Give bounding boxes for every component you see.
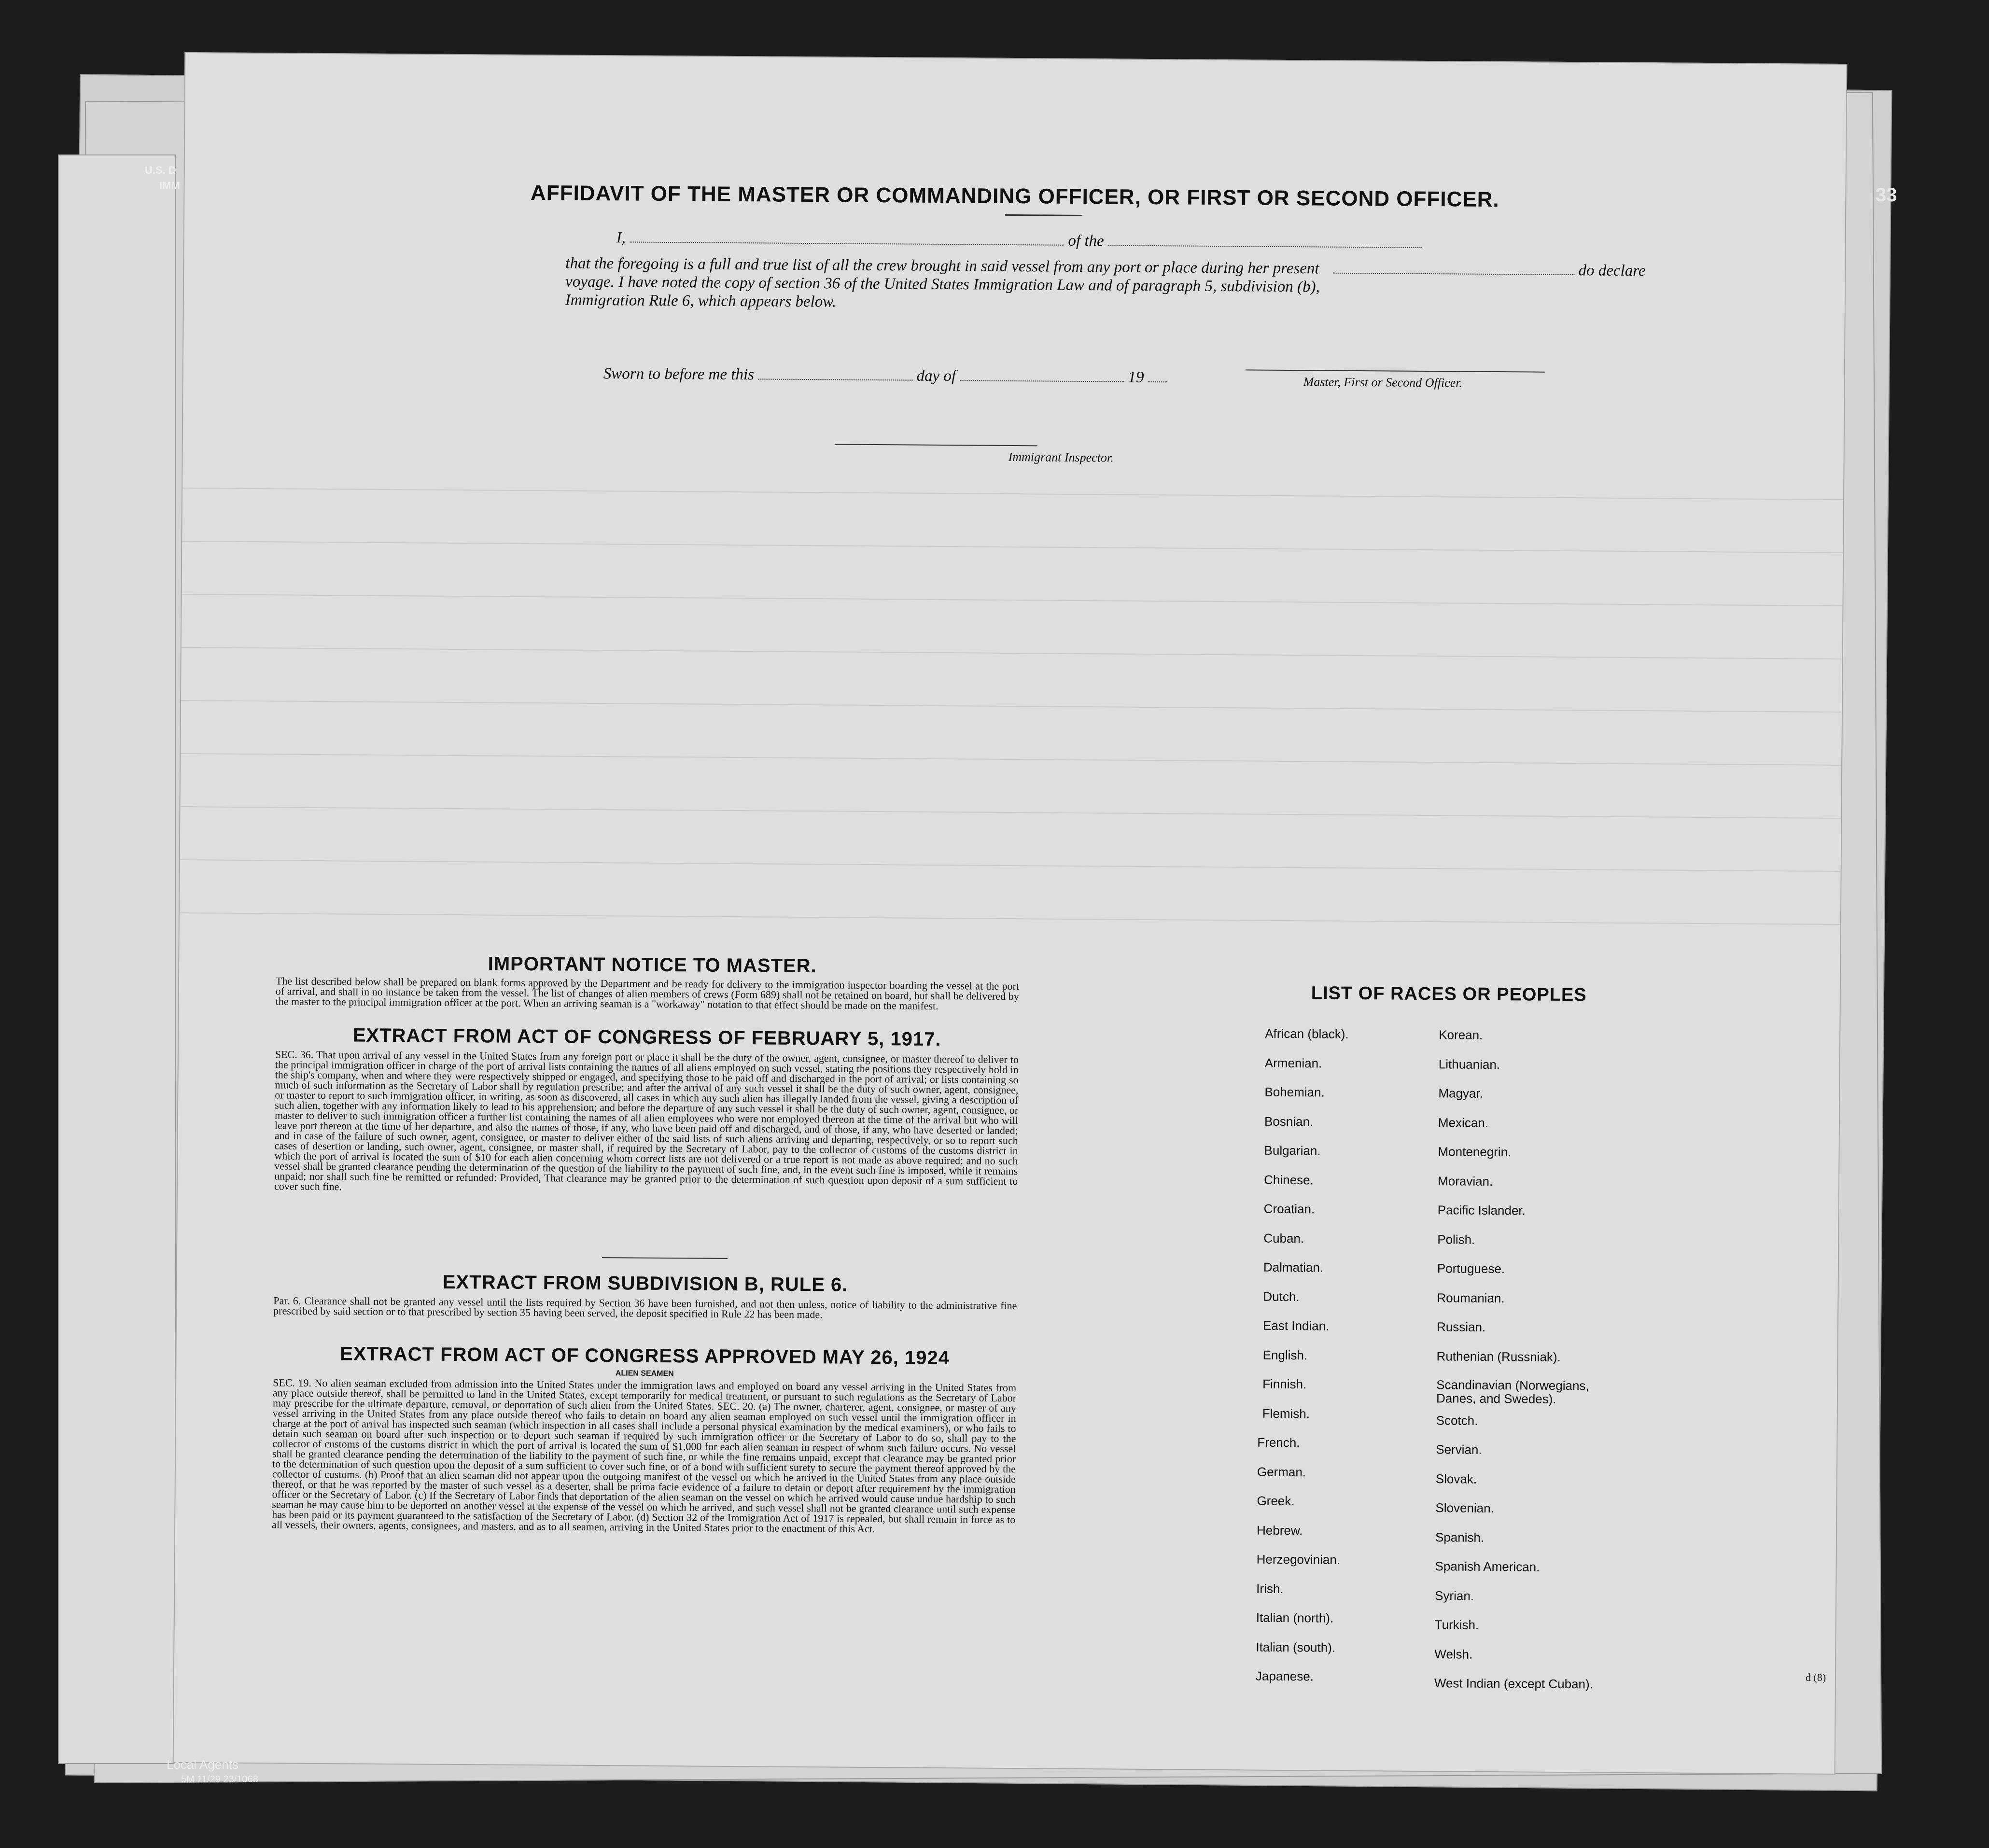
divider bbox=[602, 1257, 728, 1259]
inspector-caption: Immigrant Inspector. bbox=[1008, 449, 1114, 465]
affidavit-text: that the foregoing is a full and true list of all the crew brought in said vessel from any port or place during her present bbox=[565, 254, 1319, 278]
year-blank bbox=[1148, 381, 1167, 382]
notice-heading: IMPORTANT NOTICE TO MASTER. bbox=[488, 953, 817, 977]
ruled-line bbox=[182, 647, 1842, 659]
divider bbox=[1005, 214, 1082, 216]
extract-1924-subheading: ALIEN SEAMEN bbox=[615, 1369, 674, 1378]
day-of-text: day of bbox=[916, 367, 956, 385]
extract-rule6-heading: EXTRACT FROM SUBDIVISION B, RULE 6. bbox=[442, 1271, 848, 1296]
race-item: Pacific Islander. bbox=[1437, 1203, 1526, 1218]
footer-agents: Local Agents bbox=[167, 1757, 238, 1772]
race-item: German. bbox=[1257, 1464, 1306, 1479]
sworn-line bbox=[603, 365, 1167, 387]
ruled-line bbox=[180, 806, 1841, 819]
race-item: Hebrew. bbox=[1256, 1523, 1303, 1538]
affidavit-line-3: voyage. I have noted the copy of section 36 of the United States Immigration Law and of paragraph 5, subdivision (b), bbox=[565, 273, 1320, 296]
race-item: Lithuanian. bbox=[1438, 1056, 1500, 1072]
race-item: Scotch. bbox=[1436, 1413, 1478, 1428]
margin-form-number: d (8) bbox=[1806, 1671, 1826, 1683]
extract-1924-text: SEC. 19. No alien seaman excluded from admission into the United States under the immigration laws and employed on board any vessel arriving in the United States from any place outside thereof, shall be permitted to land in the United States, except temporarily for medical treatment, or pursuant to such regulations as the Secretary of Labor may prescribe for the ultimate departure, removal, or deportation of such alien from the United States. SEC. 20. (a) The owner, charterer, agent, consignee, or master of any vessel arriving in the United States from any place outside thereof who fails to detain on board any alien seaman employed on such vessel until the immigration officer in charge at the port of arrival has inspected such seaman (which inspection in all cases shall include a personal physical examination by the medical examiners), or who fails to detain such seaman on board after such inspection or to deport such seaman if required by such immigration officer or the Secretary of Labor to do so, shall pay to the collector of customs of the customs district in which the port of arrival is located the sum of $1,000 for each alien seaman in respect of whom such failure occurs. No vessel shall be granted clearance pending the determination of the liability to the payment of such fine, or while the fine remains unpaid, except that clearance may be granted prior to the determination of such question upon the deposit of a sum sufficient to cover such fine, or of a bond with sufficient surety to secure the payment thereof approved by the collector of customs. (b) Proof that an alien seaman did not appear upon the outgoing manifest of the vessel on which he arrived in the United States from any place outside thereof, or that he was reported by the master of such vessel as a deserter, shall be prima facie evidence of a failure to detain or deport after requirement by the immigration officer or the Secretary of Labor. (c) If the Secretary of Labor finds that deportation of the alien seaman on the vessel on which he arrived would cause undue hardship to such seaman he may cause him to be deported on another vessel at the expense of the vessel on which he arrived, and such vessel shall not be granted clearance until such expense has been paid or its payment guaranteed to the satisfaction of the Secretary of Labor. (d) Section 32 of the Immigration Act of 1917 is repealed, but shall remain in force as to all vessels, their owners, agents, consignees, and masters, and as to all seamen, arriving in the United States prior to the enactment of this Act. bbox=[272, 1376, 1017, 1535]
race-item: French. bbox=[1257, 1435, 1300, 1450]
sworn-text: Sworn to before me this bbox=[603, 365, 755, 384]
notice-text: The list described below shall be prepared on blank forms approved by the Department and be ready for delivery to the immigration inspector boarding the vessel at the port of arrival, and shall in no instance be taken from the vessel. The list of changes of alien members of crews (Form 689) shall not be retained on board, but shall be delivered by the master to the principal immigration officer at the port. When an arriving seaman is a "workaway" notation to that effect should be made on the manifest. bbox=[275, 975, 1020, 1012]
extract-1924-heading: EXTRACT FROM ACT OF CONGRESS APPROVED MAY 26, 1924 bbox=[340, 1343, 950, 1369]
race-item: Bohemian. bbox=[1264, 1084, 1325, 1100]
form-sheet bbox=[173, 52, 1848, 1775]
left-edge-header: U.S. D bbox=[145, 164, 176, 176]
race-item: Korean. bbox=[1439, 1027, 1483, 1042]
affidavit-of-the: of the bbox=[1068, 232, 1104, 250]
page-number: 33 bbox=[1876, 184, 1897, 206]
race-item: Bosnian. bbox=[1264, 1114, 1314, 1129]
race-item: Welsh. bbox=[1434, 1646, 1473, 1662]
extract-1917-text: SEC. 36. That upon arrival of any vessel in the United States from any foreign port or place it shall be the duty of the owner, agent, consignee, or master thereof to deliver to the principal immigration officer in charge of the port of arrival lists containing the names of all aliens employed on such vessel, stating the positions they respectively hold in the ship's company, when and where they were respectively shipped or engaged, and specifying those to be paid off and discharged in the port of arrival; or lists containing so much of such information as the Secretary of Labor shall by regulation prescribe; and after the arrival of any such vessel it shall be the duty of such owner, agent, consignee, or master to report to such immigration officer, in writing, as soon as discovered, all cases in which any such alien has illegally landed from the vessel, giving a description of such alien, together with any information likely to lead to his apprehension; and before the departure of any such vessel it shall be the duty of such owner, agent, consignee, or master to deliver to such immigration officer a further list containing the names of all alien employees who were not employed thereon at the time of the arrival but who will leave port thereon at the time of her departure, and also the names of those, if any, who have been paid off and discharged, and of those, if any, who have deserted or landed; and in case of the failure of such owner, agent, consignee, or master to deliver either of the said lists of such aliens arriving and departing, respectively, or so to report such cases of desertion or landing, such owner, agent, consignee, or master shall, if required by the Secretary of Labor, pay to the collector of customs of the customs district in which the port of arrival is located the sum of $10 for each alien concerning whom correct lists are not delivered or a true report is not made as above required; and no such vessel shall be granted clearance pending the determination of the question of the liability to the payment of such fine, and, in the event such fine is imposed, while it remains unpaid; nor shall such fine be remitted or refunded: Provided, That clearance may be granted prior to the determination of such question upon deposit of a sum sufficient to cover such fine. bbox=[274, 1048, 1019, 1193]
ruled-line bbox=[181, 700, 1842, 713]
race-item: Flemish. bbox=[1262, 1406, 1310, 1421]
races-right-column bbox=[185, 53, 1846, 65]
race-item: Croatian. bbox=[1263, 1201, 1315, 1217]
name-blank bbox=[630, 241, 1064, 245]
footer-code: 5M 11/29 23/1068 bbox=[181, 1774, 258, 1785]
race-item: Herzegovinian. bbox=[1256, 1552, 1341, 1567]
year-prefix: 19 bbox=[1128, 368, 1144, 386]
race-item: Greek. bbox=[1257, 1493, 1295, 1509]
background-sheet-edge bbox=[58, 154, 176, 1764]
ruled-line bbox=[180, 859, 1841, 872]
race-item: Syrian. bbox=[1435, 1588, 1474, 1603]
affidavit-line-2-end bbox=[1333, 260, 1645, 280]
affidavit-title: AFFIDAVIT OF THE MASTER OR COMMANDING OFFICER, OR FIRST OR SECOND OFFICER. bbox=[530, 181, 1499, 212]
race-item: English. bbox=[1262, 1347, 1308, 1362]
extract-rule6-text: Par. 6. Clearance shall not be granted any vessel until the lists required by Section 36 have been furnished, and not then unless, notice of liability to the administrative fine prescribed by said section or to that prescribed by section 35 having been served, the deposit specified in Rule 22 has been made. bbox=[273, 1294, 1017, 1321]
race-item: Cuban. bbox=[1263, 1231, 1304, 1246]
race-item: East Indian. bbox=[1262, 1318, 1330, 1333]
race-item: Armenian. bbox=[1264, 1055, 1322, 1071]
race-item: Dalmatian. bbox=[1263, 1260, 1324, 1275]
ruled-line bbox=[182, 488, 1843, 500]
affidavit-do-declare: do declare bbox=[1578, 262, 1646, 280]
race-item: Magyar. bbox=[1438, 1086, 1484, 1101]
race-item: Irish. bbox=[1256, 1581, 1284, 1596]
day-blank bbox=[758, 378, 912, 380]
race-item: Scandinavian (Norwegians, Danes, and Swedes). bbox=[1436, 1377, 1589, 1406]
race-item: Finnish. bbox=[1262, 1376, 1307, 1392]
race-item: Japanese. bbox=[1255, 1668, 1314, 1684]
race-item: Polish. bbox=[1437, 1232, 1475, 1247]
race-item: Moravian. bbox=[1438, 1173, 1493, 1189]
ruled-line bbox=[181, 753, 1841, 766]
races-title: LIST OF RACES OR PEOPLES bbox=[1311, 983, 1587, 1006]
race-item: Mexican. bbox=[1438, 1115, 1489, 1130]
race-item: Italian (south). bbox=[1256, 1639, 1336, 1655]
race-item: Slovak. bbox=[1435, 1471, 1477, 1486]
left-edge-header: IMM bbox=[159, 180, 180, 192]
affidavit-line-4: Immigration Rule 6, which appears below. bbox=[565, 291, 837, 311]
race-item: Russian. bbox=[1436, 1319, 1486, 1334]
month-blank bbox=[960, 380, 1124, 382]
race-item: Bulgarian. bbox=[1264, 1143, 1321, 1158]
race-item: Slovenian. bbox=[1435, 1500, 1494, 1516]
race-item: Servian. bbox=[1436, 1442, 1482, 1457]
race-item: West Indian (except Cuban). bbox=[1434, 1676, 1594, 1692]
race-item: Ruthenian (Russniak). bbox=[1436, 1348, 1561, 1364]
signature-line bbox=[1246, 369, 1545, 372]
affidavit-line-1 bbox=[616, 229, 1422, 252]
ruled-line bbox=[182, 594, 1843, 606]
race-item: Dutch. bbox=[1263, 1289, 1300, 1304]
signature-caption: Master, First or Second Officer. bbox=[1303, 375, 1463, 390]
race-item: Spanish. bbox=[1435, 1529, 1485, 1545]
ruled-line bbox=[182, 541, 1843, 553]
extract-1917-heading: EXTRACT FROM ACT OF CONGRESS OF FEBRUARY 5, 1917. bbox=[352, 1024, 941, 1050]
race-item: Portuguese. bbox=[1437, 1261, 1505, 1276]
races-left-column bbox=[185, 53, 1846, 65]
inspector-line bbox=[835, 444, 1037, 446]
race-item: African (black). bbox=[1265, 1026, 1349, 1041]
race-item: Roumanian. bbox=[1437, 1290, 1505, 1305]
ruled-line bbox=[180, 912, 1840, 925]
race-item: Italian (north). bbox=[1256, 1610, 1334, 1625]
race-item: Montenegrin. bbox=[1438, 1144, 1512, 1160]
race-item: Chinese. bbox=[1264, 1172, 1314, 1187]
vessel-blank bbox=[1108, 245, 1422, 248]
race-item: Spanish American. bbox=[1435, 1559, 1540, 1574]
port-blank bbox=[1333, 273, 1574, 275]
affidavit-i: I, bbox=[616, 229, 626, 247]
race-item: Turkish. bbox=[1434, 1617, 1479, 1632]
